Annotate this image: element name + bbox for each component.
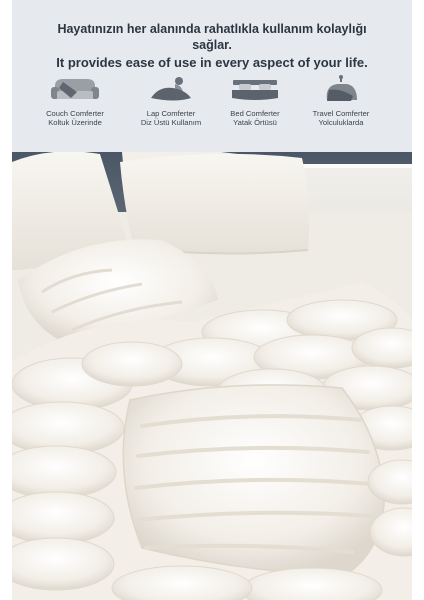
usage-travel-subtitle: Yolculuklarda xyxy=(318,118,364,128)
usage-lap-title: Lap Comferter xyxy=(146,109,196,118)
usage-couch xyxy=(22,74,128,128)
usage-travel-title: Travel Comferter xyxy=(312,109,370,118)
headline-english: It provides ease of use in every aspect of your life. xyxy=(56,55,368,70)
bed-icon xyxy=(229,74,281,104)
usage-lap-subtitle: Diz Üstü Kullanım xyxy=(140,118,202,128)
usage-bed-subtitle: Yatak Örtüsü xyxy=(233,118,277,128)
bed-photo-illustration xyxy=(12,152,412,600)
usage-icons-row xyxy=(0,74,424,134)
lap-icon xyxy=(145,74,197,104)
couch-icon xyxy=(49,74,101,104)
usage-couch-title: Couch Comferter xyxy=(46,109,104,118)
usage-bed-title: Bed Comferter xyxy=(230,109,280,118)
usage-travel xyxy=(288,74,394,128)
product-photo xyxy=(12,152,412,600)
headline-turkish-line2: sağlar. xyxy=(192,38,232,52)
usage-couch-subtitle: Koltuk Üzerinde xyxy=(48,118,102,128)
headline-turkish-line1: Hayatınızın her alanında rahatlıkla kullanım kolaylığı xyxy=(57,22,367,36)
travel-icon xyxy=(315,74,367,104)
